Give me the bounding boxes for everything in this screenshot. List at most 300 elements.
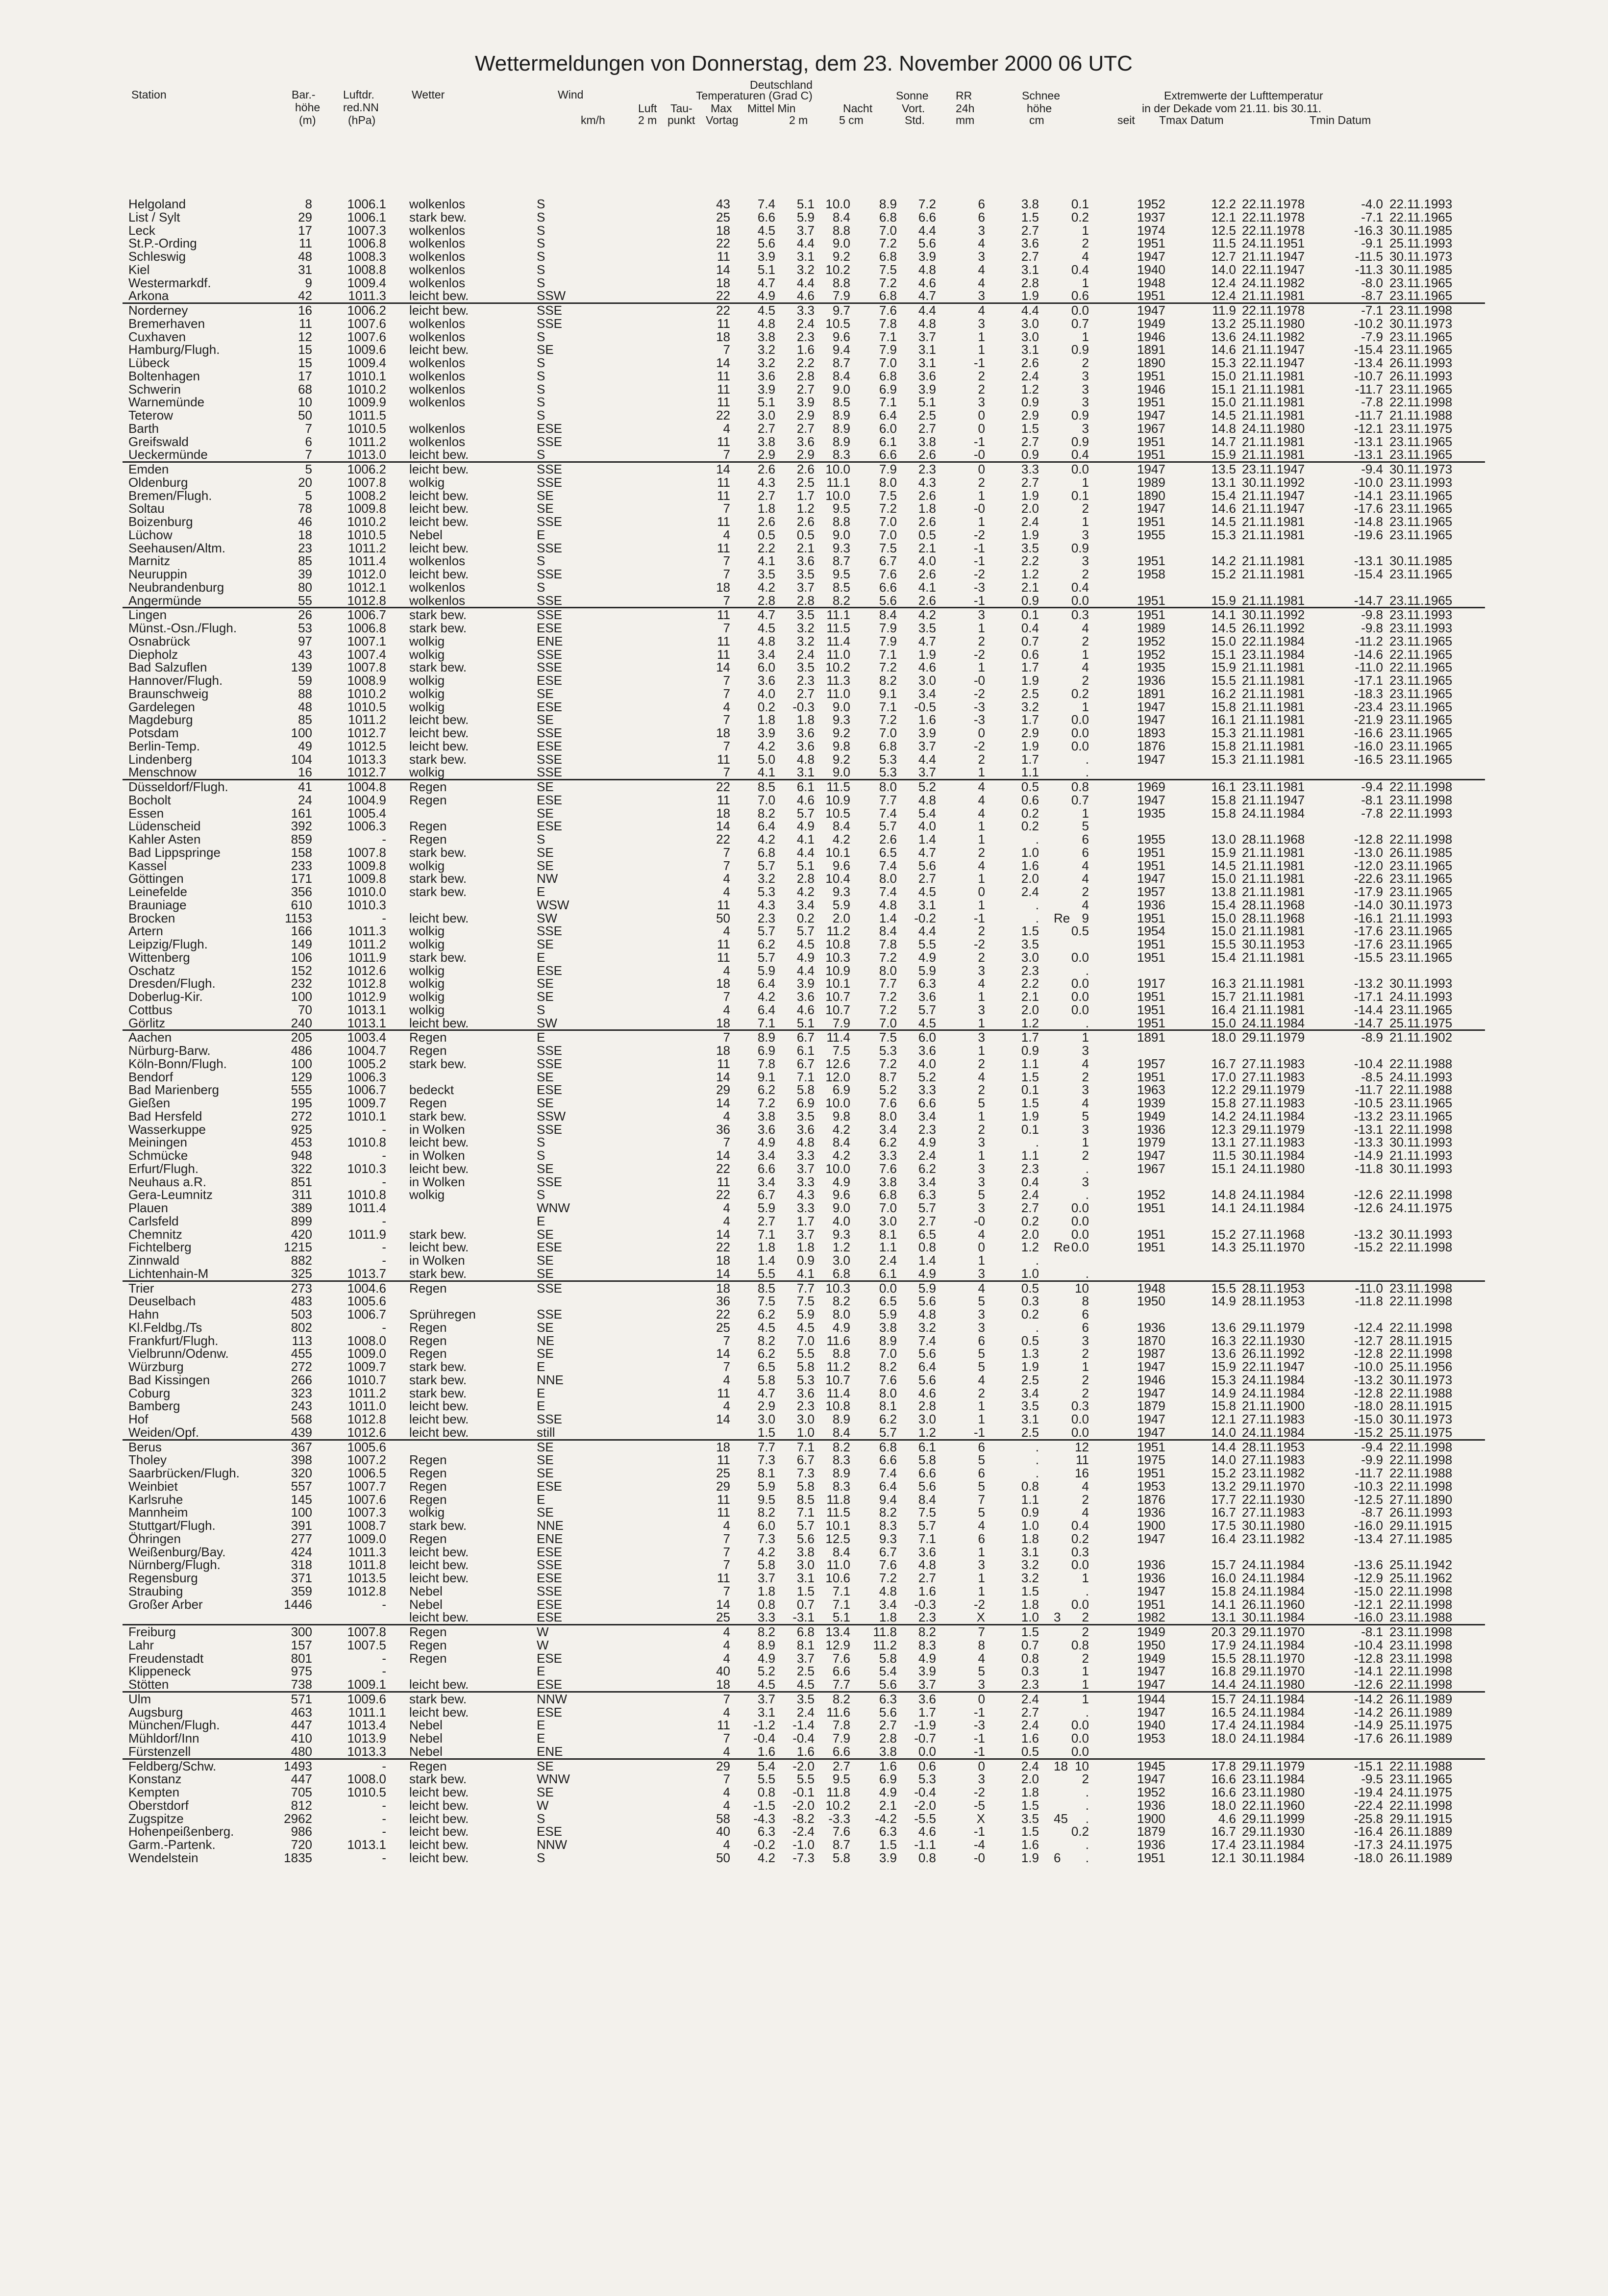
tmax: 15.8 [1211, 699, 1236, 714]
sunshine: 2.7 [1021, 1704, 1039, 1720]
tmin-date: 22.11.1998 [1389, 1664, 1453, 1679]
tmax: 4.6 [1218, 1811, 1236, 1826]
tmin-date: 23.11.1965 [1389, 593, 1453, 608]
air-temp: 7.8 [757, 1056, 775, 1071]
wind-speed: 11 [717, 1385, 730, 1400]
wind-speed: 11 [717, 633, 730, 649]
tmin-date: 22.11.1965 [1389, 209, 1453, 225]
min-temp: 2.7 [918, 871, 936, 886]
dew-point: 7.0 [796, 1333, 815, 1348]
night-min: -1 [973, 1731, 985, 1746]
max-temp: 10.7 [825, 1372, 850, 1387]
wind-direction: E [537, 1492, 545, 1507]
night-min: 2 [978, 1122, 985, 1137]
weather: wolkig [409, 1187, 445, 1202]
precipitation: 16 [1075, 1466, 1089, 1480]
table-row [123, 409, 1485, 422]
tmin: -15.2 [1354, 1240, 1383, 1255]
station-name: Bad Marienberg [128, 1082, 219, 1098]
tmin: -13.1 [1354, 1122, 1383, 1137]
tmax-date: 28.11.1953 [1242, 1439, 1305, 1454]
dew-point: 0.2 [796, 910, 815, 925]
precipitation: 0.0 [1071, 725, 1089, 740]
station-name: Tholey [128, 1452, 167, 1468]
tmin-date: 23.11.1993 [1389, 621, 1453, 635]
precipitation: 2 [1082, 1624, 1089, 1639]
tmin-date: 23.11.1965 [1389, 673, 1453, 688]
mean-temp: 6.5 [879, 1294, 897, 1309]
station-name: Leinefelde [128, 884, 187, 899]
night-min: 4 [978, 303, 985, 318]
dew-point: 2.4 [796, 1704, 815, 1720]
tmax-date: 21.11.1947 [1242, 501, 1305, 516]
max-temp: 11.3 [826, 673, 850, 688]
precipitation: 0.6 [1071, 288, 1089, 303]
station-name: Chemnitz [128, 1226, 182, 1242]
barometer-height: 55 [298, 593, 312, 608]
weather: stark bew. [409, 1359, 467, 1374]
table-row [123, 1558, 1485, 1572]
tmax: 15.9 [1211, 447, 1236, 462]
air-temp: 7.2 [757, 1096, 775, 1110]
mean-temp: 8.0 [879, 474, 897, 490]
barometer-height: 439 [291, 1424, 312, 1440]
barometer-height: 26 [298, 607, 312, 623]
mean-temp: 6.4 [879, 1478, 897, 1494]
tmax-date: 24.11.1982 [1242, 329, 1305, 344]
wind-direction: S [537, 1187, 545, 1202]
wind-speed: 22 [716, 1307, 730, 1322]
tmax: 15.4 [1211, 488, 1236, 503]
dew-point: 4.5 [796, 1677, 815, 1692]
air-temp: 5.7 [757, 923, 775, 939]
night-min: 2 [978, 1385, 985, 1400]
tmax-date: 21.11.1981 [1242, 738, 1305, 753]
night-min: X [976, 1811, 985, 1826]
max-temp: 8.5 [832, 395, 850, 410]
table-row [123, 912, 1485, 925]
weather: stark bew. [409, 607, 467, 623]
max-temp: 9.0 [832, 1200, 850, 1215]
weather: leicht bew. [409, 1610, 469, 1625]
night-min: 4 [978, 1069, 985, 1084]
station-name: Helgoland [128, 197, 186, 211]
weather: in Wolken [409, 1122, 465, 1137]
pressure: 1012.8 [347, 1583, 386, 1598]
sunshine: 1.5 [1021, 1797, 1039, 1813]
barometer-height: 100 [291, 1505, 312, 1520]
wind-speed: 25 [716, 1466, 730, 1480]
barometer-height: 277 [291, 1531, 312, 1546]
wind-speed: 18 [716, 275, 730, 290]
tmin: -16.1 [1354, 910, 1383, 925]
barometer-height: 398 [291, 1452, 312, 1468]
tmin-date: 23.11.1965 [1389, 871, 1453, 886]
tmax-date: 21.11.1981 [1242, 434, 1305, 449]
table-row [123, 1493, 1485, 1506]
table-row [123, 1003, 1485, 1017]
weather: wolkenlos [409, 316, 466, 331]
precipitation: 0.2 [1071, 1531, 1089, 1546]
wind-direction: ENE [537, 633, 563, 649]
tmin-date: 30.11.1973 [1389, 1372, 1453, 1387]
mean-temp: 7.6 [879, 1557, 897, 1572]
dew-point: 2.8 [796, 593, 815, 608]
sunshine: 1.0 [1021, 1610, 1039, 1625]
air-temp: 4.2 [757, 1850, 775, 1865]
mean-temp: 11.2 [873, 1637, 897, 1652]
dew-point: 3.6 [796, 434, 815, 449]
barometer-height: 7 [305, 447, 312, 462]
table-row [123, 924, 1485, 938]
table-row [123, 1017, 1485, 1030]
table-row [123, 1546, 1485, 1559]
dew-point: 2.6 [796, 462, 815, 476]
weather: Regen [409, 1466, 447, 1480]
sunshine: 0.2 [1021, 1213, 1039, 1228]
record-since: 1947 [1137, 751, 1165, 767]
mean-temp: 8.7 [879, 1069, 897, 1084]
station-name: Düsseldorf/Flugh. [128, 779, 228, 794]
pressure: 1006.7 [347, 607, 386, 623]
wind-direction: NW [537, 871, 558, 886]
tmin-date: 23.11.1965 [1389, 567, 1453, 581]
tmax-date: 24.11.1980 [1242, 1677, 1305, 1692]
record-since: 1955 [1137, 832, 1165, 847]
barometer-height: 420 [291, 1226, 312, 1242]
wind-direction: SSE [537, 474, 563, 490]
tmin-date: 23.11.1965 [1389, 633, 1453, 649]
weather: Regen [409, 1478, 447, 1494]
tmin: -7.1 [1361, 209, 1383, 225]
barometer-height: 106 [291, 949, 312, 965]
tmax-date: 27.11.1968 [1242, 1226, 1305, 1242]
dew-point: 3.5 [796, 1691, 815, 1706]
sunshine: 2.0 [1021, 501, 1039, 516]
dew-point: 4.1 [796, 832, 815, 847]
max-temp: 4.2 [832, 1148, 850, 1163]
table-row [123, 1467, 1485, 1480]
dew-point: 3.4 [796, 897, 815, 912]
record-since: 1952 [1137, 1187, 1165, 1202]
wind-direction: SE [537, 1253, 554, 1268]
col-rr-header-2: 24h [956, 102, 975, 115]
pressure: 1007.3 [347, 223, 386, 238]
barometer-height: 899 [291, 1213, 312, 1228]
table-row [123, 330, 1485, 344]
max-temp: 4.2 [832, 1122, 850, 1137]
pressure: 1007.4 [347, 647, 386, 662]
weather: leicht bew. [409, 1704, 469, 1720]
air-temp: 8.2 [757, 1505, 775, 1520]
tmax-date: 21.11.1981 [1242, 567, 1305, 581]
precipitation: 11 [1076, 1452, 1089, 1468]
barometer-height: 720 [291, 1837, 312, 1852]
tmax-date: 28.11.1970 [1242, 1650, 1305, 1666]
min-temp: 2.6 [918, 567, 936, 581]
min-temp: -0.2 [914, 910, 936, 925]
mean-temp: 7.4 [879, 884, 897, 899]
tmax-date: 27.11.1983 [1242, 1056, 1305, 1071]
air-temp: 8.2 [757, 1333, 775, 1348]
night-min: 4 [978, 236, 985, 251]
night-min: 0 [978, 1758, 985, 1773]
tmin: -18.0 [1354, 1398, 1383, 1414]
min-temp: 3.6 [918, 1691, 936, 1706]
max-temp: 8.9 [832, 1412, 850, 1426]
wind-direction: SE [537, 1452, 554, 1468]
night-min: 5 [978, 1187, 985, 1202]
tmin: -12.0 [1354, 858, 1383, 873]
barometer-height: 392 [291, 819, 312, 834]
max-temp: 11.0 [826, 1557, 850, 1572]
min-temp: 2.5 [918, 408, 936, 423]
pressure: 1006.1 [347, 209, 386, 225]
sunshine: 1.5 [1021, 1096, 1039, 1110]
record-since: 1951 [1137, 288, 1165, 303]
dew-point: 3.2 [796, 621, 815, 635]
max-temp: 10.3 [825, 949, 850, 965]
wind-speed: 7 [723, 989, 730, 1004]
record-since: 1951 [1137, 236, 1165, 251]
dew-point: 1.5 [796, 1583, 815, 1598]
precipitation: 0.2 [1071, 1824, 1089, 1839]
dew-point: 3.7 [796, 579, 815, 595]
max-temp: 8.3 [832, 1452, 850, 1468]
tmax: 12.4 [1211, 288, 1236, 303]
record-since: 1951 [1137, 1226, 1165, 1242]
sunshine: 1.7 [1021, 660, 1039, 675]
table-row [123, 422, 1485, 435]
wind-direction: SSE [537, 751, 563, 767]
wind-direction: SSW [537, 288, 566, 303]
wind-direction: SSE [537, 514, 563, 529]
max-temp: 10.0 [825, 1096, 850, 1110]
precipitation: . [1085, 751, 1089, 767]
station-name: Osnabrück [128, 633, 190, 649]
tmin-date: 22.11.1988 [1389, 1466, 1453, 1480]
min-temp: 5.1 [918, 395, 936, 410]
sunshine: 0.5 [1021, 1744, 1039, 1759]
wind-direction: SSE [537, 1043, 563, 1058]
wind-speed: 11 [717, 514, 730, 529]
sunshine: 3.1 [1021, 1544, 1039, 1559]
tmax-date: 21.11.1981 [1242, 699, 1305, 714]
night-min: 1 [978, 871, 985, 886]
precipitation: . [1085, 1704, 1089, 1720]
tmax-date: 24.11.1984 [1242, 1637, 1305, 1652]
tmax: 15.9 [1211, 1359, 1236, 1374]
col-luft-header-2: 2 m [638, 114, 657, 126]
air-temp: 4.8 [757, 316, 775, 331]
tmin: -12.8 [1354, 832, 1383, 847]
max-temp: 8.8 [832, 1346, 850, 1361]
tmin: -11.5 [1355, 249, 1383, 264]
record-since: 1951 [1137, 368, 1165, 383]
station-name: Dresden/Flugh. [128, 976, 216, 991]
mean-temp: 7.8 [879, 937, 897, 951]
wind-speed: 7 [723, 765, 730, 780]
station-name: Braunschweig [128, 686, 209, 701]
wind-speed: 11 [717, 1056, 730, 1071]
night-min: 1 [978, 1015, 985, 1030]
air-temp: 6.7 [757, 1187, 775, 1202]
station-name: Erfurt/Flugh. [128, 1161, 199, 1176]
air-temp: 8.2 [757, 1624, 775, 1639]
max-temp: 1.2 [832, 1240, 850, 1255]
wind-direction: S [537, 395, 545, 410]
wind-speed: 4 [723, 1398, 730, 1414]
barometer-height: 20 [298, 474, 312, 490]
tmin: -9.8 [1361, 621, 1383, 635]
dew-point: 4.8 [796, 751, 815, 767]
max-temp: 10.2 [825, 660, 850, 675]
air-temp: 4.2 [757, 832, 775, 847]
dew-point: 3.9 [796, 395, 815, 410]
station-name: Karlsruhe [128, 1492, 183, 1507]
wind-direction: SSE [537, 316, 563, 331]
station-name: Bad Salzuflen [128, 660, 207, 675]
air-temp: 4.0 [757, 686, 775, 701]
tmin-date: 30.11.1993 [1389, 1226, 1453, 1242]
min-temp: 2.3 [918, 1122, 936, 1137]
precipitation: 3 [1082, 527, 1089, 542]
sunshine: 3.1 [1021, 342, 1039, 357]
table-row [123, 1611, 1485, 1624]
col-luft-header-1: Luft [638, 102, 657, 115]
mean-temp: 6.2 [879, 1135, 897, 1150]
table-row [123, 687, 1485, 700]
min-temp: 2.6 [918, 514, 936, 529]
tmin: -13.4 [1354, 355, 1383, 370]
tmin-date: 27.11.1985 [1389, 1531, 1453, 1546]
tmin: -10.5 [1354, 1096, 1383, 1110]
dew-point: 3.5 [796, 660, 815, 675]
tmax: 15.0 [1211, 1015, 1236, 1030]
sunshine: 2.2 [1021, 976, 1039, 991]
tmax: 11.5 [1212, 1148, 1236, 1163]
dew-point: 2.3 [796, 673, 815, 688]
pressure: 1005.4 [347, 805, 386, 821]
max-temp: 9.7 [832, 303, 850, 318]
tmin-date: 22.11.1998 [1389, 1346, 1453, 1361]
precipitation: 0.4 [1071, 447, 1089, 462]
station-name: Westermarkdf. [128, 275, 211, 290]
wind-speed: 18 [716, 579, 730, 595]
record-since: 1891 [1137, 1030, 1165, 1045]
wind-speed: 4 [723, 1518, 730, 1533]
tmax-date: 21.11.1981 [1242, 923, 1305, 939]
mean-temp: 9.3 [879, 1531, 897, 1546]
tmax-date: 21.11.1981 [1242, 527, 1305, 542]
tmax-date: 26.11.1992 [1242, 621, 1305, 635]
station-name: Hannover/Flugh. [128, 673, 223, 688]
sunshine: . [1035, 1439, 1039, 1454]
night-min: 0 [978, 1240, 985, 1255]
night-min: 2 [978, 633, 985, 649]
tmax-date: 21.11.1981 [1242, 858, 1305, 873]
barometer-height: 232 [291, 976, 312, 991]
wind-speed: 18 [716, 1439, 730, 1454]
barometer-height: 5 [305, 462, 312, 476]
wind-speed: 7 [723, 553, 730, 569]
mean-temp: 7.9 [879, 462, 897, 476]
mean-temp: 7.5 [879, 540, 897, 555]
pressure: 1012.8 [347, 593, 386, 608]
barometer-height: 46 [298, 514, 312, 529]
station-name: Bremen/Flugh. [128, 488, 212, 503]
weather: wolkenlos [409, 421, 466, 436]
tmax: 14.9 [1211, 1385, 1236, 1400]
tmin-date: 21.11.1988 [1389, 408, 1453, 423]
night-min: 4 [978, 858, 985, 873]
wind-direction: SE [537, 1266, 554, 1281]
mean-temp: 9.4 [879, 1492, 897, 1507]
air-temp: 3.2 [757, 342, 775, 357]
precipitation: 2 [1082, 501, 1089, 516]
night-min: 4 [978, 262, 985, 277]
wind-direction: ESE [537, 1082, 563, 1098]
tmin-date: 23.11.1965 [1389, 1772, 1453, 1787]
tmax: 12.1 [1211, 1850, 1236, 1865]
night-min: 4 [978, 1280, 985, 1296]
station-name: Kahler Asten [128, 832, 201, 847]
table-row [123, 1772, 1485, 1786]
air-temp: 7.4 [757, 197, 775, 211]
min-temp: 3.6 [918, 368, 936, 383]
weather: wolkig [409, 1002, 445, 1017]
station-name: Leipzig/Flugh. [128, 937, 208, 951]
min-temp: 4.4 [918, 303, 936, 318]
air-temp: 5.9 [757, 963, 775, 978]
dew-point: 3.2 [796, 262, 815, 277]
tmin: -10.3 [1354, 1478, 1383, 1494]
max-temp: 8.2 [832, 1294, 850, 1309]
tmin-date: 23.11.1965 [1389, 751, 1453, 767]
record-since: 1893 [1137, 725, 1165, 740]
sunshine: 1.9 [1021, 1108, 1039, 1123]
pressure: - [382, 1240, 386, 1255]
min-temp: 4.7 [918, 288, 936, 303]
weather: Regen [409, 1637, 447, 1652]
min-temp: -5.5 [914, 1811, 936, 1826]
table-row [123, 938, 1485, 951]
tmin-date: 26.11.1989 [1389, 1691, 1453, 1706]
station-name: Cottbus [128, 1002, 173, 1017]
station-name: Bremerhaven [128, 316, 205, 331]
dew-point: 4.4 [796, 845, 815, 860]
mean-temp: 5.6 [879, 593, 897, 608]
air-temp: 3.8 [757, 329, 775, 344]
pressure: 1011.5 [348, 408, 386, 423]
air-temp: 4.1 [757, 553, 775, 569]
wind-direction: NNE [537, 1518, 564, 1533]
station-name: Kassel [128, 858, 167, 873]
wind-direction: SSE [537, 660, 563, 675]
tmin: -17.1 [1354, 673, 1383, 688]
wind-direction: SSE [537, 303, 563, 318]
pressure: 1009.4 [347, 275, 386, 290]
barometer-height: 571 [291, 1691, 312, 1706]
wind-speed: 11 [717, 1718, 730, 1733]
tmax-date: 25.11.1970 [1242, 1240, 1305, 1255]
tmax: 14.0 [1211, 262, 1236, 277]
wind-direction: WNW [537, 1772, 570, 1787]
dew-point: 3.3 [796, 1174, 815, 1189]
record-since: 1879 [1137, 1824, 1165, 1839]
wind-direction: SE [537, 805, 554, 821]
sunshine: 3.4 [1021, 1385, 1039, 1400]
